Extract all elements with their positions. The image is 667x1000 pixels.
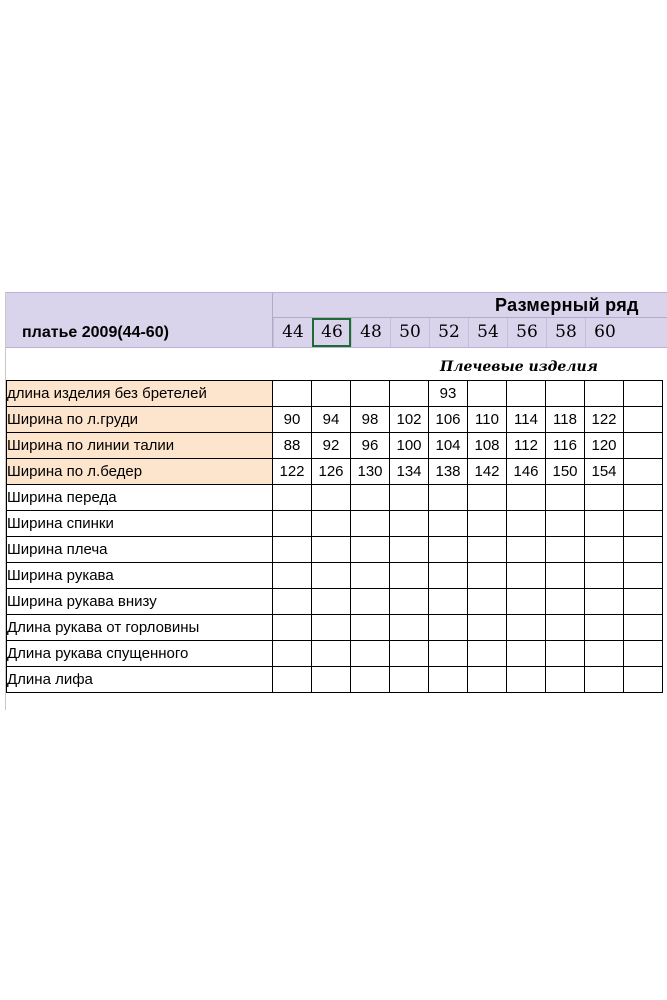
- category-title: Плечевые изделия: [440, 359, 598, 375]
- table-cell: 90: [273, 407, 312, 433]
- table-row: [7, 589, 663, 615]
- table-cell: 112: [507, 433, 546, 459]
- table-cell: [273, 615, 312, 641]
- table-cell: [546, 511, 585, 537]
- row-label: Ширина спинки: [7, 511, 273, 537]
- table-cell: 94: [312, 407, 351, 433]
- table-cell: [468, 511, 507, 537]
- table-cell: 122: [273, 459, 312, 485]
- table-cell: [273, 641, 312, 667]
- table-cell: [351, 641, 390, 667]
- size-54[interactable]: 54: [468, 318, 507, 347]
- table-cell: 104: [429, 433, 468, 459]
- size-44[interactable]: 44: [273, 318, 312, 347]
- table-cell-empty: [624, 433, 663, 459]
- row-label: Ширина по л.груди: [7, 407, 273, 433]
- table-cell: [312, 381, 351, 407]
- table-cell-empty: [624, 641, 663, 667]
- table-cell: [351, 381, 390, 407]
- row-label: Ширина плеча: [7, 537, 273, 563]
- measurement-table: [6, 380, 663, 693]
- table-row: [7, 615, 663, 641]
- table-cell: [468, 485, 507, 511]
- table-cell: [390, 537, 429, 563]
- row-label: Ширина по линии талии: [7, 433, 273, 459]
- table-cell: [546, 641, 585, 667]
- table-row: [7, 407, 663, 433]
- table-cell: [351, 485, 390, 511]
- table-row: [7, 459, 663, 485]
- table-cell: [273, 667, 312, 693]
- table-cell: [351, 511, 390, 537]
- table-cell: 108: [468, 433, 507, 459]
- size-56[interactable]: 56: [507, 318, 546, 347]
- table-cell: [390, 589, 429, 615]
- row-label: Ширина рукава внизу: [7, 589, 273, 615]
- table-cell: [429, 641, 468, 667]
- row-label: Ширина рукава: [7, 563, 273, 589]
- table-cell: [507, 511, 546, 537]
- table-cell: 114: [507, 407, 546, 433]
- table-cell: [507, 641, 546, 667]
- table-cell: [312, 589, 351, 615]
- table-cell: [351, 563, 390, 589]
- table-cell: [468, 589, 507, 615]
- table-cell: [273, 537, 312, 563]
- size-50[interactable]: 50: [390, 318, 429, 347]
- table-cell: [507, 381, 546, 407]
- table-cell-empty: [624, 511, 663, 537]
- table-cell-empty: [624, 381, 663, 407]
- size-52[interactable]: 52: [429, 318, 468, 347]
- table-cell: [585, 641, 624, 667]
- table-cell: [507, 537, 546, 563]
- table-cell: [546, 615, 585, 641]
- table-cell: 146: [507, 459, 546, 485]
- table-cell: [429, 589, 468, 615]
- table-cell: [585, 615, 624, 641]
- row-label: Ширина по л.бедер: [7, 459, 273, 485]
- table-cell: [429, 485, 468, 511]
- table-cell: [351, 667, 390, 693]
- row-label: Длина рукава спущенного: [7, 641, 273, 667]
- table-cell: 102: [390, 407, 429, 433]
- model-title: платье 2009(44-60): [22, 324, 169, 341]
- table-cell: [507, 667, 546, 693]
- table-cell: [585, 485, 624, 511]
- size-range-title: Размерный ряд: [495, 295, 639, 315]
- table-cell: [273, 563, 312, 589]
- table-row: [7, 485, 663, 511]
- table-cell: [585, 381, 624, 407]
- table-cell: 100: [390, 433, 429, 459]
- table-cell: [390, 641, 429, 667]
- table-cell: [507, 615, 546, 641]
- table-cell: [390, 615, 429, 641]
- size-46[interactable]: 46: [312, 318, 351, 347]
- table-cell: [390, 511, 429, 537]
- table-cell: [390, 563, 429, 589]
- table-cell: 88: [273, 433, 312, 459]
- table-cell: [429, 563, 468, 589]
- table-cell-empty: [624, 589, 663, 615]
- table-cell-empty: [624, 537, 663, 563]
- table-cell: 154: [585, 459, 624, 485]
- table-cell: [312, 667, 351, 693]
- table-cell: [507, 563, 546, 589]
- table-cell: [585, 563, 624, 589]
- table-cell-empty: [624, 667, 663, 693]
- table-cell-empty: [624, 459, 663, 485]
- table-cell: 92: [312, 433, 351, 459]
- table-cell: 98: [351, 407, 390, 433]
- table-cell: 106: [429, 407, 468, 433]
- table-cell: [273, 485, 312, 511]
- table-cell: [546, 589, 585, 615]
- table-cell: [273, 381, 312, 407]
- table-cell: [312, 537, 351, 563]
- table-cell: [546, 667, 585, 693]
- table-cell: 116: [546, 433, 585, 459]
- size-58[interactable]: 58: [546, 318, 585, 347]
- table-cell: [546, 485, 585, 511]
- table-cell: [351, 537, 390, 563]
- table-cell: 130: [351, 459, 390, 485]
- table-cell-empty: [624, 615, 663, 641]
- size-header: [6, 292, 667, 348]
- table-cell: [312, 563, 351, 589]
- table-cell: [468, 563, 507, 589]
- table-cell: [468, 537, 507, 563]
- table-cell: [507, 589, 546, 615]
- table-cell: [312, 485, 351, 511]
- table-cell: [546, 537, 585, 563]
- row-label: Длина лифа: [7, 667, 273, 693]
- table-cell: [585, 537, 624, 563]
- table-cell: [429, 615, 468, 641]
- table-cell: 120: [585, 433, 624, 459]
- table-cell: [390, 485, 429, 511]
- row-label: Ширина переда: [7, 485, 273, 511]
- table-cell: 118: [546, 407, 585, 433]
- table-cell: 134: [390, 459, 429, 485]
- table-cell: [468, 641, 507, 667]
- table-cell: 122: [585, 407, 624, 433]
- table-row: [7, 537, 663, 563]
- table-cell: 150: [546, 459, 585, 485]
- table-cell: [351, 615, 390, 641]
- table-cell: [312, 615, 351, 641]
- table-cell: [429, 511, 468, 537]
- table-cell-empty: [624, 563, 663, 589]
- table-cell: 126: [312, 459, 351, 485]
- table-cell-empty: [624, 407, 663, 433]
- row-label: Длина рукава от горловины: [7, 615, 273, 641]
- table-cell: [273, 511, 312, 537]
- table-cell: [390, 381, 429, 407]
- table-cell: [468, 667, 507, 693]
- table-row: [7, 667, 663, 693]
- table-cell: [273, 589, 312, 615]
- table-cell: [546, 563, 585, 589]
- size-48[interactable]: 48: [351, 318, 390, 347]
- table-row: [7, 641, 663, 667]
- table-cell: [312, 511, 351, 537]
- table-cell: [468, 615, 507, 641]
- table-cell: [351, 589, 390, 615]
- table-cell: [468, 381, 507, 407]
- table-cell: 96: [351, 433, 390, 459]
- table-cell: [585, 589, 624, 615]
- table-cell: 93: [429, 381, 468, 407]
- table-row: [7, 433, 663, 459]
- table-row: [7, 563, 663, 589]
- table-row: [7, 381, 663, 407]
- table-cell: 138: [429, 459, 468, 485]
- table-cell: [312, 641, 351, 667]
- table-row: [7, 511, 663, 537]
- table-cell: [429, 537, 468, 563]
- table-cell: [507, 485, 546, 511]
- table-cell: [390, 667, 429, 693]
- table-cell: [546, 381, 585, 407]
- table-cell-empty: [624, 485, 663, 511]
- size-60[interactable]: 60: [585, 318, 624, 347]
- table-cell: [585, 511, 624, 537]
- table-cell: 110: [468, 407, 507, 433]
- table-cell: 142: [468, 459, 507, 485]
- table-cell: [585, 667, 624, 693]
- table-cell: [429, 667, 468, 693]
- row-label: длина изделия без бретелей: [7, 381, 273, 407]
